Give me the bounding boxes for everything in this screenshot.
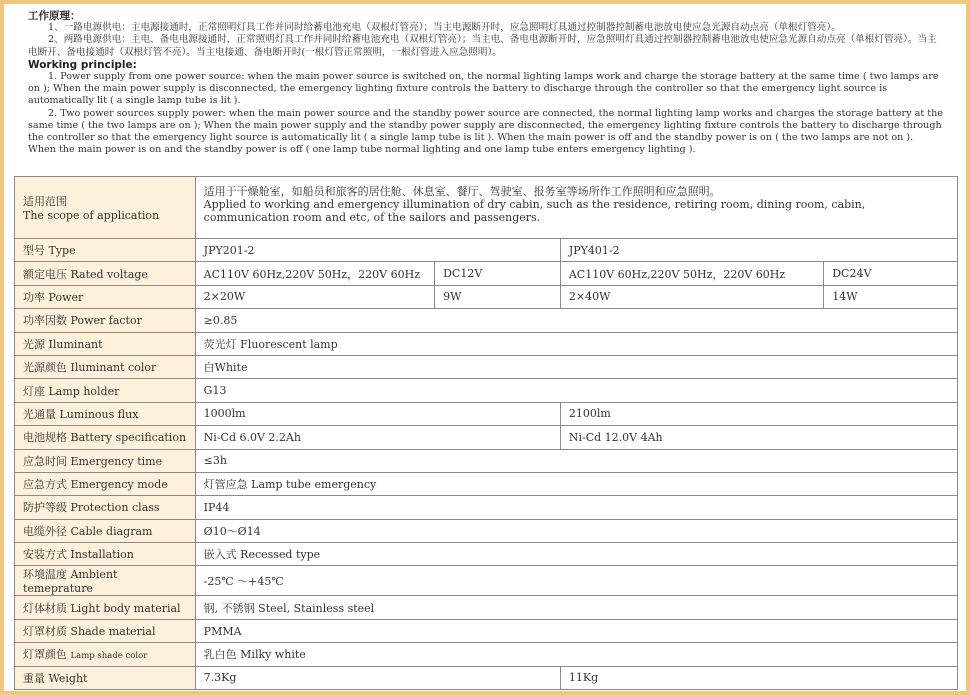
voltage-label: 额定电压 Rated voltage <box>15 262 196 285</box>
cable-diagram-value: Ø10～Ø14 <box>195 519 957 542</box>
power-b-dc: 14W <box>824 285 958 308</box>
battery-a: Ni-Cd 6.0V 2.2Ah <box>195 426 560 449</box>
shade-color-label-cn: 灯罩颜色 <box>23 648 67 662</box>
installation-value: 嵌入式 Recessed type <box>195 543 957 566</box>
protection-class-value: IP44 <box>195 496 957 519</box>
emergency-mode-value: 灯管应急 Lamp tube emergency <box>195 472 957 495</box>
emergency-mode-label: 应急方式 Emergency mode <box>15 472 196 495</box>
table-row <box>15 177 958 239</box>
voltage-b-ac: AC110V 60Hz,220V 50Hz，220V 60Hz <box>560 262 823 285</box>
frame-right-border <box>966 0 970 695</box>
body-material-value: 钢, 不锈钢 Steel, Stainless steel <box>195 596 957 619</box>
battery-b: Ni-Cd 12.0V 4Ah <box>560 426 957 449</box>
body-material-label: 灯体材质 Light body material <box>15 596 196 619</box>
cn-principle-paragraph-1: 1、一路电源供电：主电源接通时，正常照明灯具工作并同时给蓄电池充电（双根灯管亮）；当主电源断开时，应急照明灯具通过控制器控制蓄电池放电使应急光源自动点亮（单根灯管亮）。 <box>48 22 841 34</box>
shade-color-value: 乳白色 Milky white <box>195 643 957 666</box>
frame-bottom-border <box>0 691 970 695</box>
table-row <box>15 496 958 519</box>
frame-top-border <box>0 0 970 4</box>
en-principle-title: Working principle: <box>28 58 137 71</box>
shade-color-label <box>15 643 196 666</box>
scope-label-en: The scope of application <box>23 209 160 222</box>
power-factor-label: 功率因数 Power factor <box>15 309 196 332</box>
illuminant-value: 荧光灯 Fluorescent lamp <box>195 332 957 355</box>
scope-value-cell <box>195 177 957 239</box>
en-principle-paragraph-1: 1. Power supply from one power source: when the main power source is switched on, the normal lighting lamps work and charge the storage battery at the same time ( two lamps are on ); When the main power supply is disconnected, the emergency lighting fixture controls the battery to discharge through the controller so that the emergency light source is automatically lit ( a single lamp tube is lit ). <box>28 71 939 107</box>
working-principle-section <box>28 10 944 156</box>
en-principle-paragraph-2: 2. Two power sources supply power: when the main power source and the standby power source are connected, the normal lighting lamp works and charges the storage battery at the same time ( the two lamps are on ); When the main power supply and the standby power supply are disconnected, the emergency lighting fixture controls the battery to discharge through the controller so that the emergency light source is automatically lit ( a single lamp tube is lit ). When the main power is off and the standby power is on ( the two lamps are not on ). When the main power is on and the standby power is off ( one lamp tube normal lighting and one lamp tube enters emergency lighting ). <box>28 107 943 156</box>
shade-material-label: 灯罩材质 Shade material <box>15 619 196 642</box>
illuminant-color-label: 光源颜色 Iluminant color <box>15 355 196 378</box>
spec-table <box>14 176 958 690</box>
table-row <box>15 643 958 666</box>
weight-a: 7.3Kg <box>195 666 560 689</box>
ambient-temperature-value: -25℃ ～+45℃ <box>195 566 957 596</box>
voltage-b-dc: DC24V <box>824 262 958 285</box>
type-value-b: JPY401-2 <box>560 239 957 262</box>
scope-label-cell <box>15 177 196 239</box>
table-row <box>15 262 958 285</box>
weight-b: 11Kg <box>560 666 957 689</box>
emergency-time-label: 应急时间 Emergency time <box>15 449 196 472</box>
table-row <box>15 426 958 449</box>
table-row <box>15 543 958 566</box>
luminous-flux-b: 2100lm <box>560 402 957 425</box>
illuminant-color-value: 白White <box>195 355 957 378</box>
scope-label-cn: 适用范围 <box>23 195 67 208</box>
lamp-holder-label: 灯座 Lamp holder <box>15 379 196 402</box>
emergency-time-value: ≤3h <box>195 449 957 472</box>
scope-value-en: Applied to working and emergency illumination of dry cabin, such as the residence, retiring room, dining room, cabin, communication room and etc, of the sailors and passengers. <box>203 198 866 224</box>
weight-label: 重量 Weight <box>15 666 196 689</box>
ambient-temperature-label: 环境温度 Ambient temeprature <box>15 566 196 596</box>
scope-value-cn: 适用于干燥舱室，如船员和旅客的居住舱、休息室、餐厅、驾驶室、报务室等场所作工作照明和应急照明。 <box>203 185 721 198</box>
voltage-a-dc: DC12V <box>435 262 561 285</box>
cn-principle-paragraph-2: 2、两路电源供电：主电、备电电源接通时，正常照明灯具工作并同时给蓄电池充电（双根灯管亮）；当主电、备电电源断开时，应急照明灯具通过控制器控制蓄电池放电使应急光源自动点亮（单根灯管亮）。当主电断开、备电接通时（双根灯管不亮）。当主电接通、备电断开时(一根灯管正常照明，一根灯管进入应急照明）。 <box>28 34 937 58</box>
power-label: 功率 Power <box>15 285 196 308</box>
type-label: 型号 Type <box>15 239 196 262</box>
cn-principle-title: 工作原理： <box>28 10 81 22</box>
power-a-dc: 9W <box>435 285 561 308</box>
installation-label: 安装方式 Installation <box>15 543 196 566</box>
table-row <box>15 309 958 332</box>
lamp-holder-value: G13 <box>195 379 957 402</box>
table-row <box>15 239 958 262</box>
shade-color-label-en: Lamp shade color <box>70 651 148 662</box>
luminous-flux-a: 1000lm <box>195 402 560 425</box>
shade-material-value: PMMA <box>195 619 957 642</box>
table-row <box>15 379 958 402</box>
table-row <box>15 566 958 596</box>
table-row <box>15 355 958 378</box>
power-factor-value: ≥0.85 <box>195 309 957 332</box>
battery-label: 电池规格 Battery specification <box>15 426 196 449</box>
protection-class-label: 防护等级 Protection class <box>15 496 196 519</box>
voltage-a-ac: AC110V 60Hz,220V 50Hz，220V 60Hz <box>195 262 434 285</box>
frame-left-border <box>0 0 4 695</box>
table-row <box>15 449 958 472</box>
table-row <box>15 666 958 689</box>
table-row <box>15 402 958 425</box>
illuminant-label: 光源 Iluminant <box>15 332 196 355</box>
table-row <box>15 596 958 619</box>
table-row <box>15 619 958 642</box>
luminous-flux-label: 光通量 Luminous flux <box>15 402 196 425</box>
table-row <box>15 472 958 495</box>
table-row <box>15 285 958 308</box>
table-row <box>15 519 958 542</box>
power-a-ac: 2×20W <box>195 285 434 308</box>
type-value-a: JPY201-2 <box>195 239 560 262</box>
table-row <box>15 332 958 355</box>
power-b-ac: 2×40W <box>560 285 823 308</box>
cable-diagram-label: 电缆外径 Cable diagram <box>15 519 196 542</box>
